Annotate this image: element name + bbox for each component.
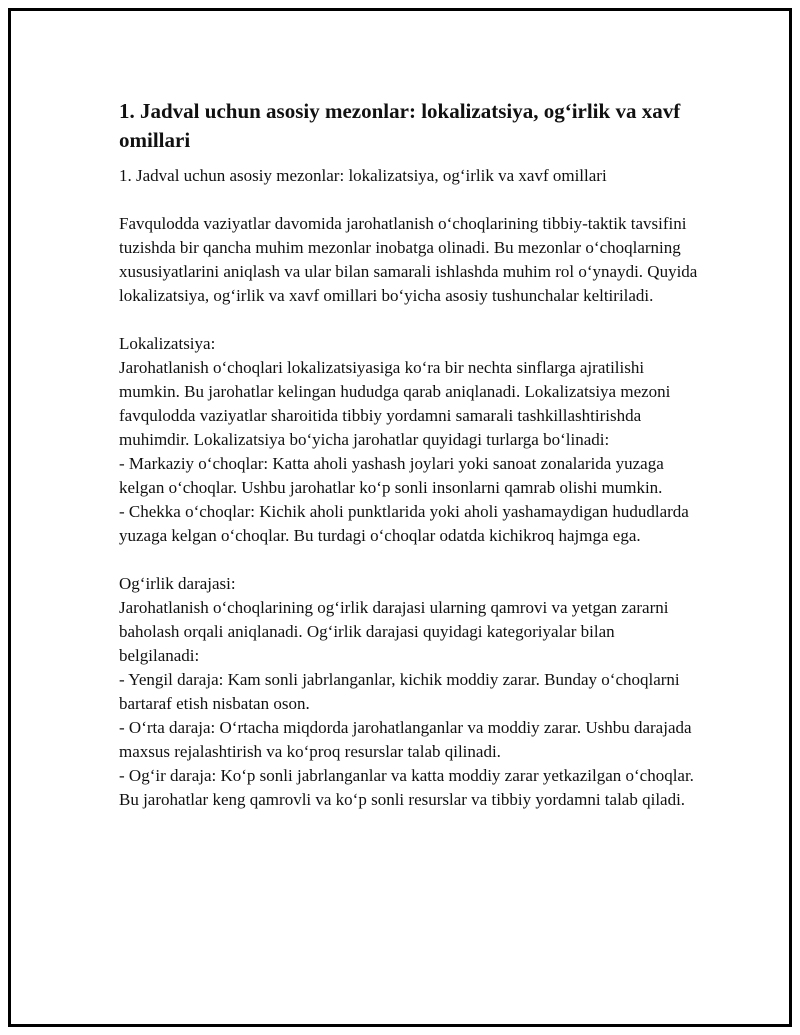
localization-item-central: - Markaziy o‘choqlar: Katta aholi yashash joylari yoki sanoat zonalarida yuzaga kelgan o‘choqlar. Ushbu jarohatlar ko‘p sonli insonlarni qamrab olishi mumkin. [119,454,664,497]
page-frame [8,8,792,1027]
severity-item-severe: - Og‘ir daraja: Ko‘p sonli jabrlanganlar va katta moddiy zarar yetkazilgan o‘choqlar. Bu jarohatlar keng qamrovli va ko‘p sonli resurslar va tibbiy yordamni talab qiladi. [119,766,694,809]
document-subtitle: 1. Jadval uchun asosiy mezonlar: lokalizatsiya, og‘irlik va xavf omillari [119,166,607,185]
paragraph-spacer [119,308,699,332]
severity-item-light: - Yengil daraja: Kam sonli jabrlanganlar, kichik moddiy zarar. Bunday o‘choqlarni bartaraf etish nisbatan oson. [119,670,680,713]
document-title: 1. Jadval uchun asosiy mezonlar: lokalizatsiya, og‘irlik va xavf omillari [119,99,681,152]
localization-item-peripheral: - Chekka o‘choqlar: Kichik aholi punktlarida yoki aholi yashamaydigan hududlarda yuzaga kelgan o‘choqlar. Bu turdagi o‘choqlar odatda kichikroq hajmga ega. [119,502,689,545]
severity-section [119,572,699,812]
severity-text: Jarohatlanish o‘choqlarining og‘irlik darajasi ularning qamrovi va yetgan zararni baholash orqali aniqlanadi. Og‘irlik darajasi quyidagi kategoriyalar bilan belgilanadi: [119,598,669,665]
severity-item-medium: - O‘rta daraja: O‘rtacha miqdorda jarohatlanganlar va moddiy zarar. Ushbu darajada maxsus rejalashtirish va ko‘proq resurslar talab qilinadi. [119,718,692,761]
paragraph-spacer [119,548,699,572]
localization-section [119,332,699,548]
document-body [119,97,699,812]
severity-heading: Og‘irlik darajasi: [119,574,236,593]
localization-heading: Lokalizatsiya: [119,334,216,353]
intro-paragraph: Favqulodda vaziyatlar davomida jarohatlanish o‘choqlarining tibbiy-taktik tavsifini tuzishda bir qancha muhim mezonlar inobatga olinadi. Bu mezonlar o‘choqlarning xususiyatlarini aniqlash va ular bilan samarali ishlashda muhim rol o‘ynaydi. Quyida lokalizatsiya, og‘irlik va xavf omillari bo‘yicha asosiy tushunchalar keltiriladi. [119,214,698,305]
localization-text: Jarohatlanish o‘choqlari lokalizatsiyasiga ko‘ra bir nechta sinflarga ajratilishi mumkin. Bu jarohatlar kelingan hududga qarab aniqlanadi. Lokalizatsiya mezoni favqulodda vaziyatlar sharoitida tibbiy yordamni samarali tashkillashtirishda muhimdir. Lokalizatsiya bo‘yicha jarohatlar quyidagi turlarga bo‘linadi: [119,358,671,449]
